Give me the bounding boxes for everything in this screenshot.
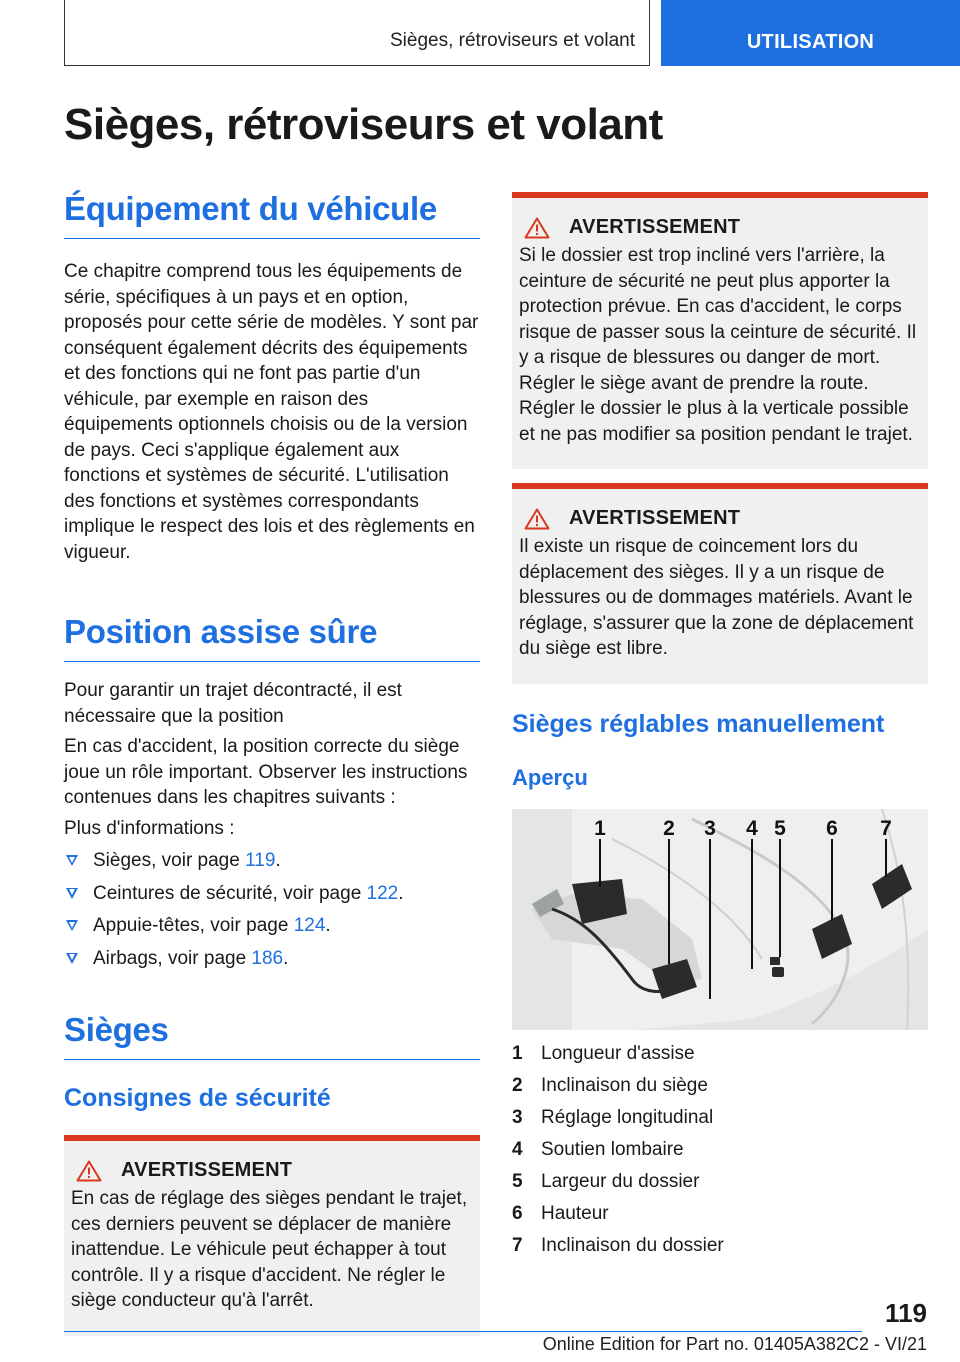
left-column (64, 190, 480, 1336)
callout-7: 7 (880, 816, 892, 840)
right-column (512, 192, 928, 1262)
seats-heading: Sièges (64, 1011, 480, 1060)
equipment-heading: Équipement du véhicule (64, 190, 480, 239)
overview-heading: Aperçu (512, 764, 588, 790)
warning-box (64, 1135, 480, 1336)
list-item: Ceintures de sécurité, voir page 122. (64, 881, 480, 907)
page-link[interactable]: 119 (245, 850, 276, 871)
warning-text: Si le dossier est trop incliné vers l'arrière, la ceinture de sécurité ne peut plus apporter la protection prévue. En cas d'accident, le corps risque de passer sous la ceinture de sécurité. Il y a risque de blessures ou danger de mort. Régler le siège avant de prendre la route. Régler le dossier le plus à la verticale possible et ne pas modifier sa position pendant le trajet. (519, 245, 917, 445)
legend-number: 5 (512, 1170, 523, 1192)
page-link[interactable]: 186 (251, 947, 284, 969)
legend-label: Réglage longitudinal (541, 1106, 714, 1128)
legend-row (512, 1102, 928, 1134)
warning-header (71, 1159, 473, 1182)
page-title: Sièges, rétroviseurs et volant (64, 100, 663, 149)
legend-number: 3 (512, 1106, 523, 1128)
legend-number: 1 (512, 1042, 523, 1064)
legend-row (512, 1166, 928, 1198)
warning-text: En cas de réglage des sièges pendant le trajet, ces derniers peuvent se déplacer de manière inattendue. Le véhicule peut échapper à tout contrôle. Il y a risque d'accident. Ne régler le siège conducteur qu'à l'arrêt. (71, 1188, 468, 1311)
list-item: Sièges, voir page 119. (64, 848, 480, 874)
page-number: 119 (885, 1298, 927, 1328)
legend-label: Inclinaison du siège (541, 1074, 708, 1096)
reference-list (64, 848, 480, 971)
warning-triangle-icon (524, 508, 550, 530)
warning-header (519, 507, 921, 530)
warning-triangle-icon (76, 1160, 102, 1182)
legend-row (512, 1230, 928, 1262)
warning-box (512, 483, 928, 684)
callout-4: 4 (746, 816, 758, 840)
bullet-triangle-icon (66, 855, 78, 866)
callout-2: 2 (663, 816, 675, 840)
position-p3: Plus d'informations : (64, 817, 235, 839)
list-item: Appuie-têtes, voir page 124. (64, 913, 480, 939)
page-link[interactable]: 122 (366, 882, 399, 904)
warning-triangle-icon (524, 217, 550, 239)
footer-divider (64, 1331, 862, 1332)
warning-text: Il existe un risque de coincement lors du déplacement des sièges. Il y a un risque de blessures ou de dommages matériels. Avant le réglage, s'assurer que la zone de déplacement du siège est libre. (519, 536, 914, 659)
legend-number: 4 (512, 1138, 523, 1160)
callout-1: 1 (594, 816, 606, 840)
legend-row (512, 1198, 928, 1230)
callout-6: 6 (826, 816, 838, 840)
warning-box (512, 192, 928, 469)
legend-label: Longueur d'assise (541, 1042, 695, 1064)
warning-title: AVERTISSEMENT (569, 216, 741, 238)
equipment-body: Ce chapitre comprend tous les équipements de série, spécifiques à un pays et en option, proposés pour cette série de modèles. Y sont par conséquent également décrits des équipements et des fonctions qui ne font pas partie d'un véhicule, par exemple en raison des équipements optionnels choisis ou de la version de pays. Ceci s'applique également aux fonctions et systèmes de sécurité. L'utilisation des fonctions et systèmes correspondants implique le respect des lois et des règlements en vigueur. (64, 261, 479, 563)
position-p2: En cas d'accident, la position correcte du siège joue un rôle important. Observer les instructions contenues dans les chapitres suivants : (64, 736, 468, 808)
legend-number: 2 (512, 1074, 523, 1096)
bullet-triangle-icon (66, 953, 78, 964)
edition-text: Online Edition for Part no. 01405A382C2 - VI/21 (542, 1334, 927, 1354)
callout-5: 5 (774, 816, 786, 840)
legend-label: Soutien lombaire (541, 1138, 684, 1160)
legend-number: 6 (512, 1202, 523, 1224)
manual-seats-heading: Sièges réglables manuellement (512, 709, 885, 738)
legend-label: Inclinaison du dossier (541, 1234, 724, 1256)
seat-illustration (512, 809, 928, 1030)
legend-row (512, 1038, 928, 1070)
position-heading: Position assise sûre (64, 613, 480, 662)
header-section-title: Sièges, rétroviseurs et volant (389, 30, 635, 51)
legend-label: Hauteur (541, 1202, 609, 1224)
warning-title: AVERTISSEMENT (569, 507, 741, 529)
callout-3: 3 (704, 816, 716, 840)
list-item: Airbags, voir page 186. (64, 946, 480, 972)
legend-row (512, 1070, 928, 1102)
bullet-triangle-icon (66, 888, 78, 899)
bullet-triangle-icon (66, 920, 78, 931)
legend-number: 7 (512, 1234, 523, 1256)
legend-row (512, 1134, 928, 1166)
legend-label: Largeur du dossier (541, 1170, 700, 1192)
safety-heading: Consignes de sécurité (64, 1084, 331, 1112)
warning-header (519, 216, 921, 239)
header-tab-label: UTILISATION (746, 31, 875, 53)
page-link[interactable]: 124 (293, 915, 326, 936)
seat-controls-figure (512, 809, 928, 1030)
header-tab[interactable] (661, 0, 960, 66)
header-section-box (64, 0, 650, 66)
legend (512, 1038, 928, 1262)
warning-title: AVERTISSEMENT (121, 1159, 293, 1181)
position-p1: Pour garantir un trajet décontracté, il est nécessaire que la position (64, 680, 402, 727)
